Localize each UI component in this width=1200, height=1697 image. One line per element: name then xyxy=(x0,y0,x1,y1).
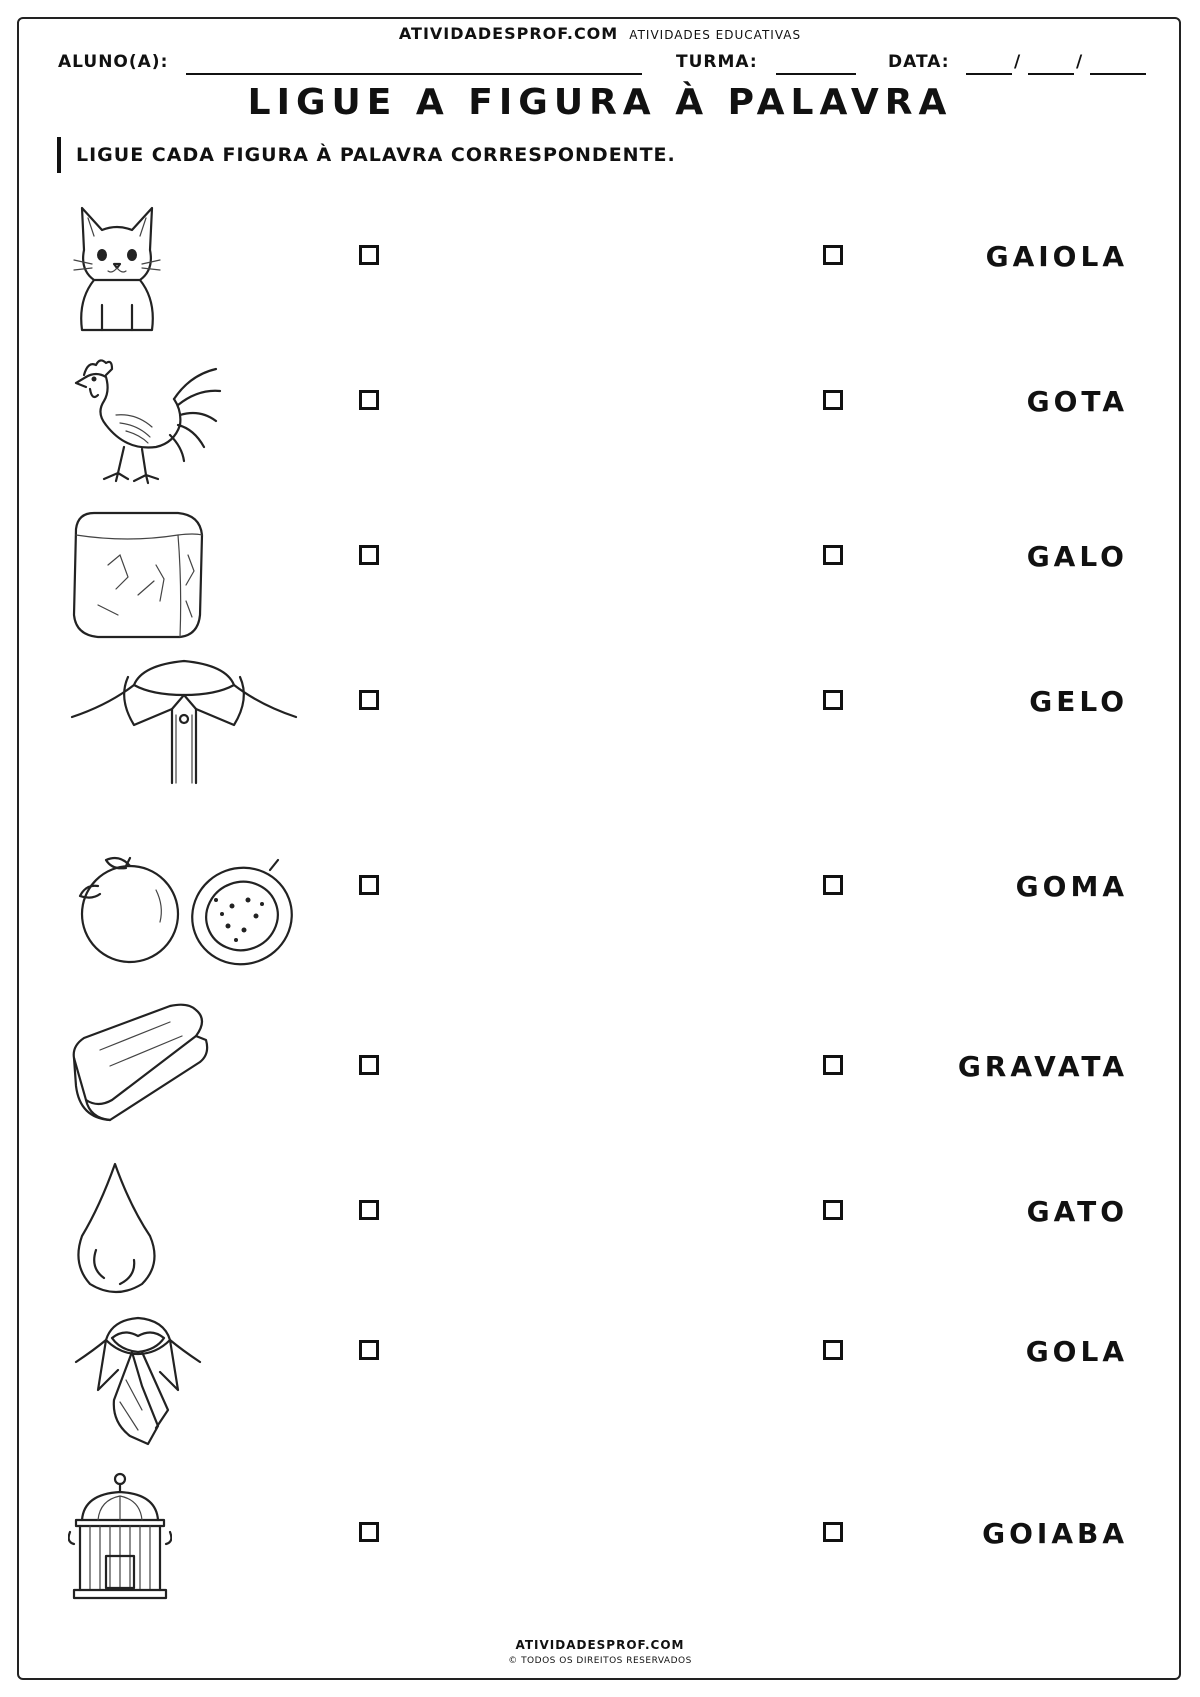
date-month-field[interactable] xyxy=(1028,73,1074,75)
word-label: GOLA xyxy=(1025,1335,1128,1368)
word-checkbox[interactable] xyxy=(823,1522,843,1542)
tie-scarf-icon xyxy=(72,1310,204,1450)
class-field[interactable] xyxy=(776,73,856,75)
student-info-row xyxy=(58,52,1148,78)
word-label: GOTA xyxy=(1026,385,1128,418)
shirt-collar-icon xyxy=(68,655,300,785)
date-separator: / xyxy=(1076,52,1084,72)
match-row xyxy=(0,1160,1200,1320)
picture-checkbox[interactable] xyxy=(359,545,379,565)
word-checkbox[interactable] xyxy=(823,545,843,565)
site-name: ATIVIDADESPROF.COM xyxy=(398,24,619,43)
picture-checkbox[interactable] xyxy=(359,1200,379,1220)
rooster-icon xyxy=(66,355,222,495)
match-row xyxy=(0,1310,1200,1470)
word-label: GAIOLA xyxy=(985,240,1128,273)
ice-cube-icon xyxy=(68,505,208,645)
picture-checkbox[interactable] xyxy=(359,1522,379,1542)
word-label: GOMA xyxy=(1015,870,1128,903)
gum-icon xyxy=(70,1000,230,1126)
guava-icon xyxy=(72,850,300,968)
match-row xyxy=(0,1472,1200,1632)
match-row xyxy=(0,850,1200,1010)
word-label: GALO xyxy=(1026,540,1128,573)
word-checkbox[interactable] xyxy=(823,1055,843,1075)
picture-checkbox[interactable] xyxy=(359,690,379,710)
picture-checkbox[interactable] xyxy=(359,875,379,895)
site-header xyxy=(0,24,1200,43)
student-name-field[interactable] xyxy=(186,73,642,75)
word-checkbox[interactable] xyxy=(823,1200,843,1220)
date-label: DATA: xyxy=(888,52,950,72)
student-label: ALUNO(A): xyxy=(58,52,169,72)
match-row xyxy=(0,505,1200,665)
footer-rights: © TODOS OS DIREITOS RESERVADOS xyxy=(508,1656,692,1666)
picture-checkbox[interactable] xyxy=(359,390,379,410)
word-label: GATO xyxy=(1026,1195,1128,1228)
match-row xyxy=(0,1000,1200,1160)
word-checkbox[interactable] xyxy=(823,875,843,895)
instruction-bar xyxy=(57,137,61,173)
word-checkbox[interactable] xyxy=(823,1340,843,1360)
word-label: GOIABA xyxy=(982,1517,1128,1550)
match-row xyxy=(0,655,1200,815)
cat-icon xyxy=(62,200,172,340)
picture-checkbox[interactable] xyxy=(359,1055,379,1075)
water-drop-icon xyxy=(70,1160,160,1296)
date-year-field[interactable] xyxy=(1090,73,1146,75)
word-checkbox[interactable] xyxy=(823,245,843,265)
word-checkbox[interactable] xyxy=(823,390,843,410)
word-checkbox[interactable] xyxy=(823,690,843,710)
instruction-text: LIGUE CADA FIGURA À PALAVRA CORRESPONDENTE. xyxy=(76,144,676,166)
class-label: TURMA: xyxy=(676,52,758,72)
word-label: GRAVATA xyxy=(957,1050,1128,1083)
footer-site: ATIVIDADESPROF.COM xyxy=(515,1638,685,1652)
word-label: GELO xyxy=(1029,685,1128,718)
picture-checkbox[interactable] xyxy=(359,1340,379,1360)
date-day-field[interactable] xyxy=(966,73,1012,75)
site-subtitle: ATIVIDADES EDUCATIVAS xyxy=(629,28,802,42)
page-title: LIGUE A FIGURA À PALAVRA xyxy=(247,82,953,123)
match-row xyxy=(0,355,1200,515)
date-separator: / xyxy=(1014,52,1022,72)
match-row xyxy=(0,200,1200,360)
birdcage-icon xyxy=(68,1472,172,1604)
picture-checkbox[interactable] xyxy=(359,245,379,265)
